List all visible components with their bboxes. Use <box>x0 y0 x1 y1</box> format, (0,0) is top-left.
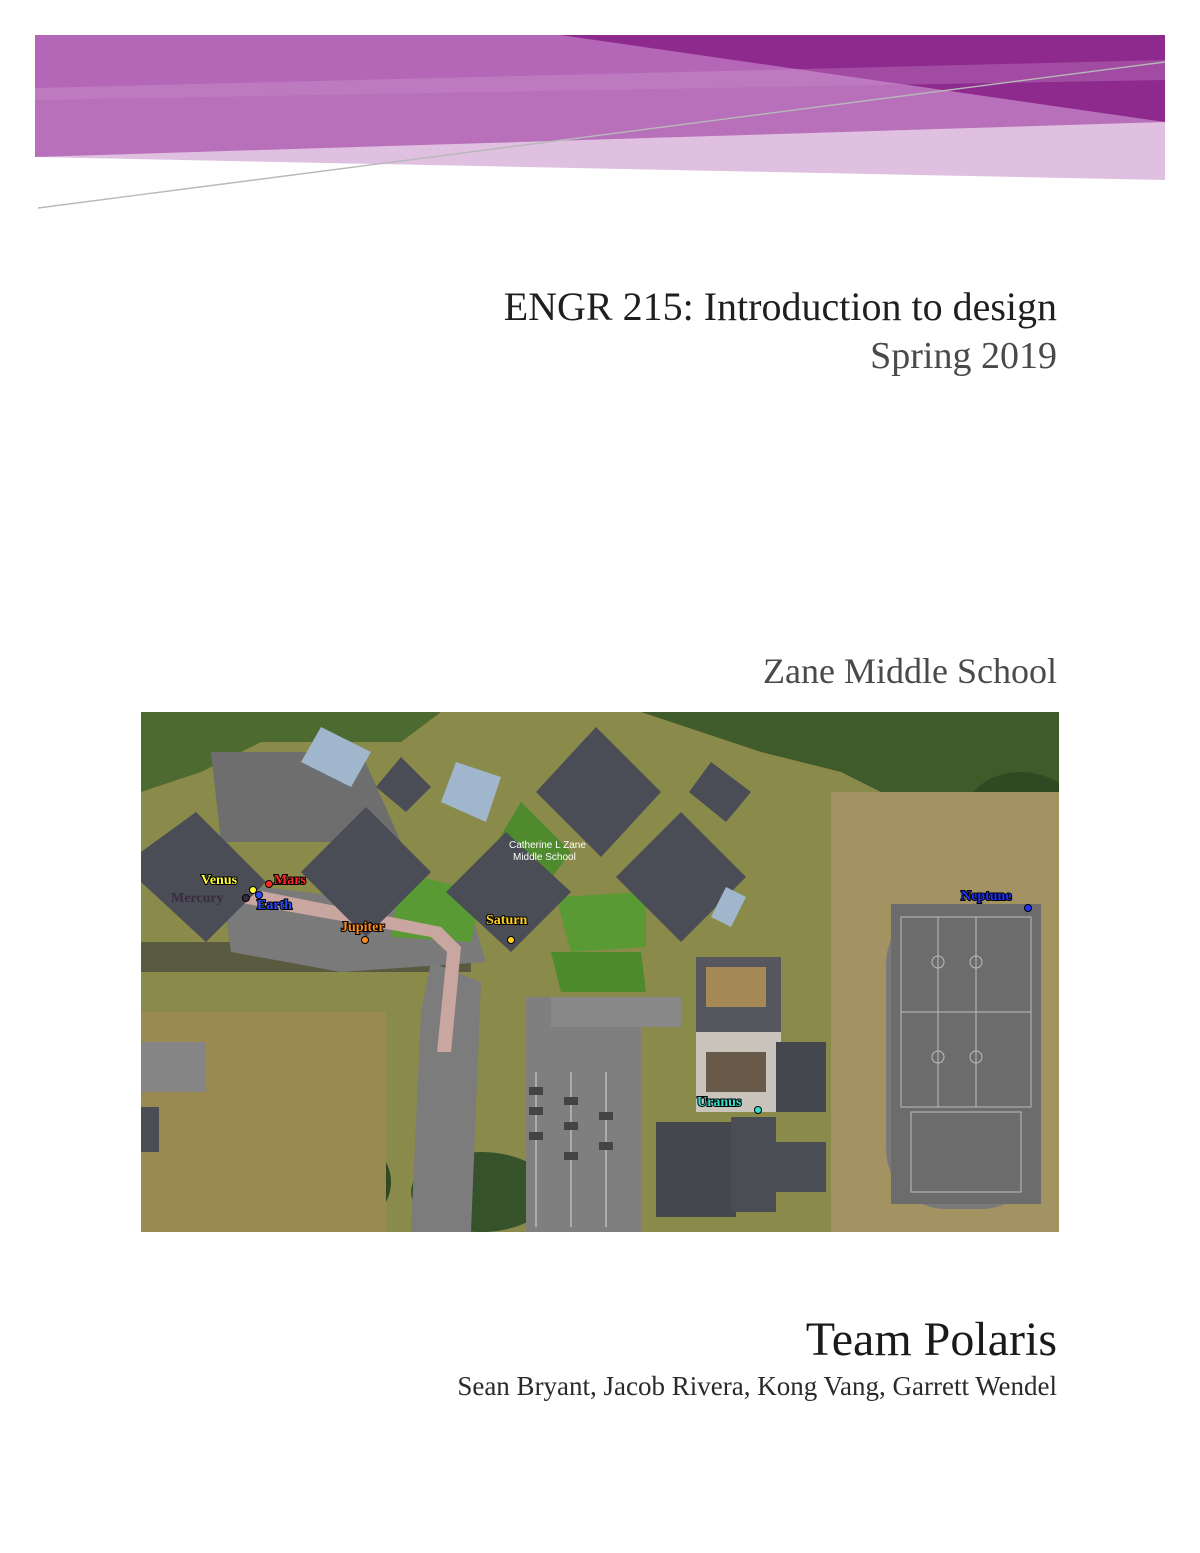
team-name: Team Polaris <box>805 1313 1057 1366</box>
building-label-line2: Middle School <box>513 852 576 863</box>
planet-label-jupiter: Jupiter <box>341 920 385 935</box>
course-title: ENGR 215: Introduction to design <box>503 284 1057 329</box>
planet-label-mars: Mars <box>274 873 306 888</box>
header-banner <box>0 0 1200 230</box>
team-members: Sean Bryant, Jacob Rivera, Kong Vang, Garrett Wendel <box>457 1371 1057 1401</box>
planet-label-venus: Venus <box>201 873 238 888</box>
planet-label-saturn: Saturn <box>486 913 528 928</box>
aerial-map <box>141 712 1059 1232</box>
planet-label-uranus: Uranus <box>697 1095 742 1110</box>
planet-label-neptune: Neptune <box>961 889 1012 904</box>
building-label-line1: Catherine L Zane <box>509 840 586 851</box>
planet-label-earth: Earth <box>257 898 292 913</box>
planet-label-mercury: Mercury <box>171 891 224 906</box>
school-name: Zane Middle School <box>763 651 1057 691</box>
term-label: Spring 2019 <box>870 335 1057 377</box>
